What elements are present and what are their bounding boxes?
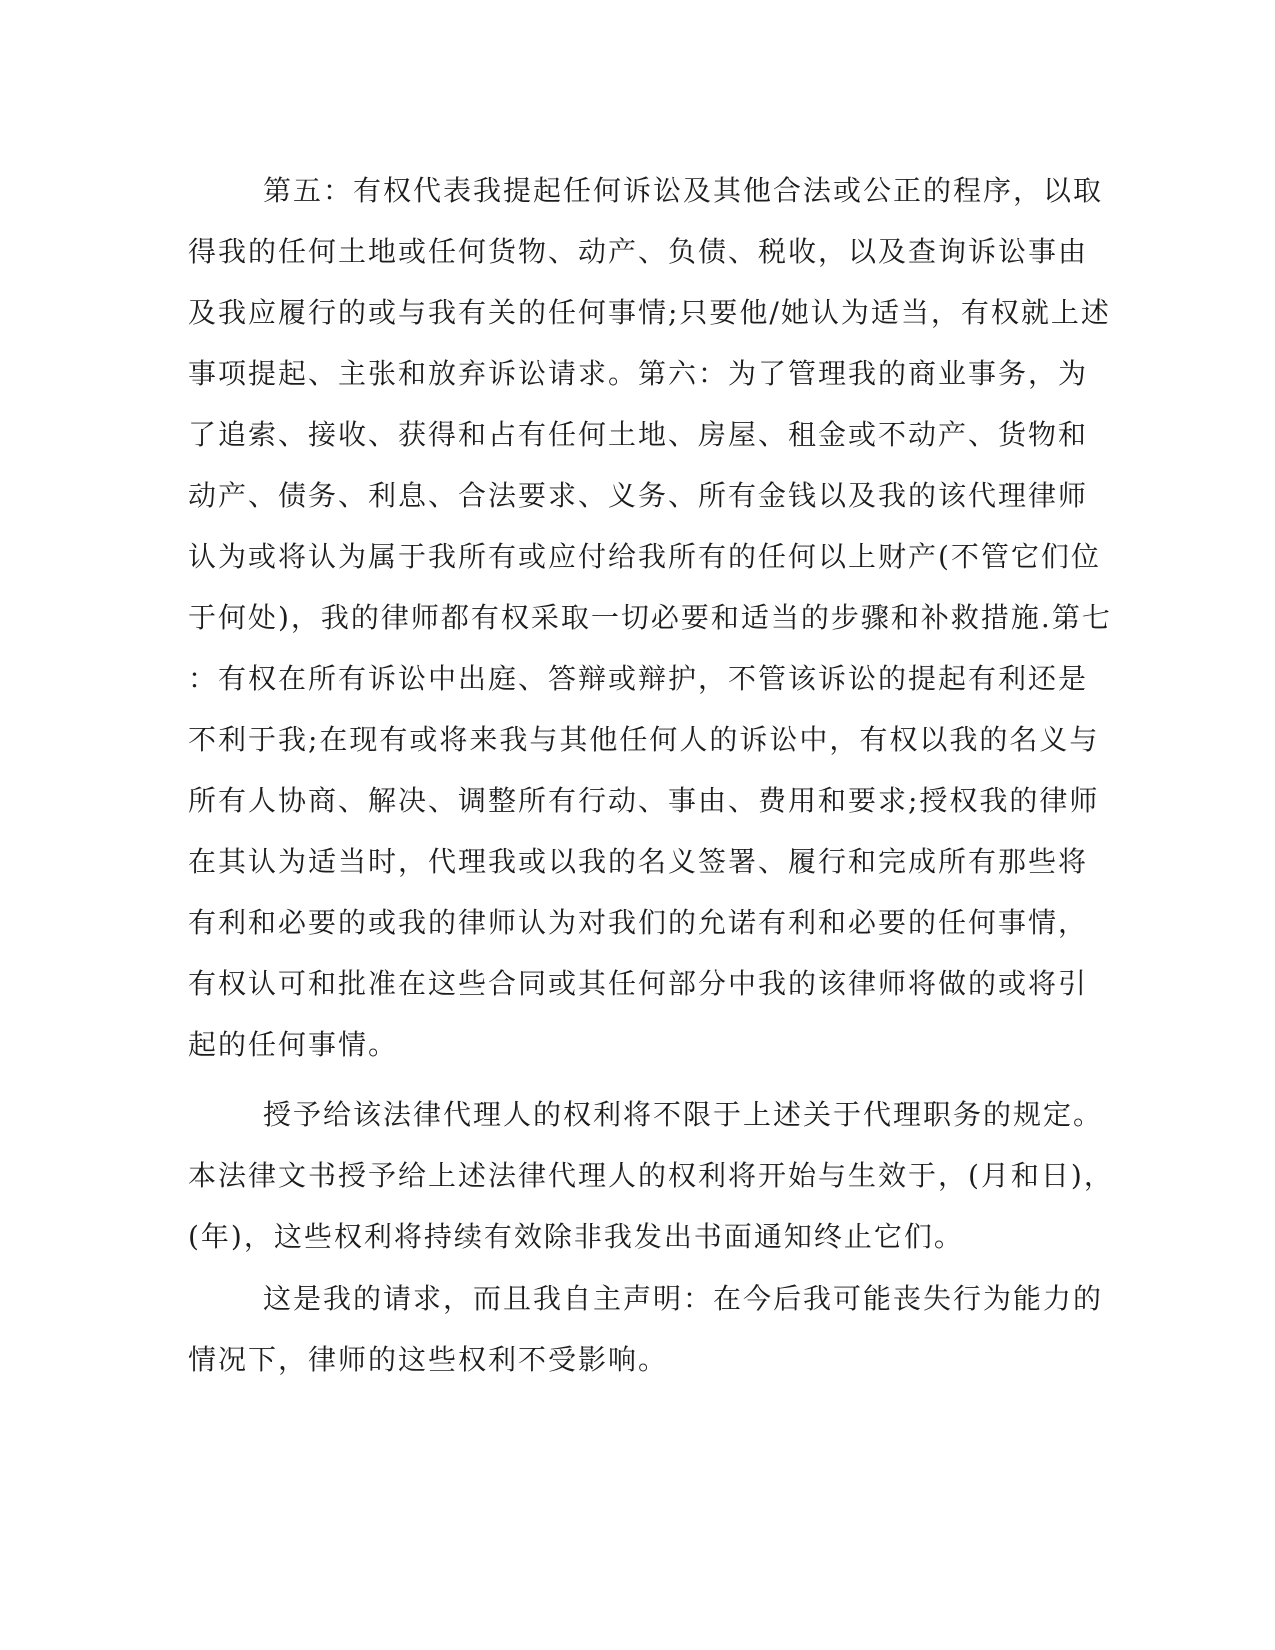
- paragraph-line: 本法律文书授予给上述法律代理人的权利将开始与生效于，(月和日)，: [188, 1159, 1114, 1192]
- paragraph-line: 及我应履行的或与我有关的任何事情;只要他/她认为适当，有权就上述: [188, 296, 1111, 329]
- paragraph-line: 了追索、接收、获得和占有任何土地、房屋、租金或不动产、货物和: [188, 418, 1089, 451]
- paragraph-line: 动产、债务、利息、合法要求、义务、所有金钱以及我的该代理律师: [188, 479, 1089, 512]
- paragraph-line: 认为或将认为属于我所有或应付给我所有的任何以上财产(不管它们位: [188, 540, 1101, 573]
- paragraph-powers: [188, 160, 1112, 1075]
- paragraph-line: 事项提起、主张和放弃诉讼请求。第六：为了管理我的商业事务，为: [188, 357, 1089, 390]
- paragraph-line: 有利和必要的或我的律师认为对我们的允诺有利和必要的任何事情，: [188, 906, 1089, 939]
- paragraph-line: 在其认为适当时，代理我或以我的名义签署、履行和完成所有那些将: [188, 845, 1089, 878]
- paragraph-line: 得我的任何土地或任何货物、动产、负债、税收，以及查询诉讼事由: [188, 235, 1089, 268]
- paragraph-line: 于何处)，我的律师都有权采取一切必要和适当的步骤和补救措施.第七: [188, 601, 1112, 634]
- paragraph-line: 情况下，律师的这些权利不受影响。: [188, 1343, 669, 1376]
- paragraph-line: 所有人协商、解决、调整所有行动、事由、费用和要求;授权我的律师: [188, 784, 1100, 817]
- paragraph-line: 第五：有权代表我提起任何诉讼及其他合法或公正的程序，以取: [263, 174, 1104, 207]
- paragraph-declaration: [188, 1268, 1104, 1390]
- paragraph-line: 这是我的请求，而且我自主声明：在今后我可能丧失行为能力的: [263, 1282, 1104, 1315]
- paragraph-line: 不利于我;在现有或将来我与其他任何人的诉讼中，有权以我的名义与: [188, 723, 1100, 756]
- paragraph-line: ：有权在所有诉讼中出庭、答辩或辩护，不管该诉讼的提起有利还是: [188, 662, 1089, 695]
- paragraph-line: 起的任何事情。: [188, 1028, 399, 1061]
- paragraph-line: (年)，这些权利将持续有效除非我发出书面通知终止它们。: [188, 1220, 964, 1253]
- paragraph-line: 有权认可和批准在这些合同或其任何部分中我的该律师将做的或将引: [188, 967, 1089, 1000]
- paragraph-effective-date: [188, 1084, 1114, 1267]
- paragraph-line: 授予给该法律代理人的权利将不限于上述关于代理职务的规定。: [263, 1098, 1104, 1131]
